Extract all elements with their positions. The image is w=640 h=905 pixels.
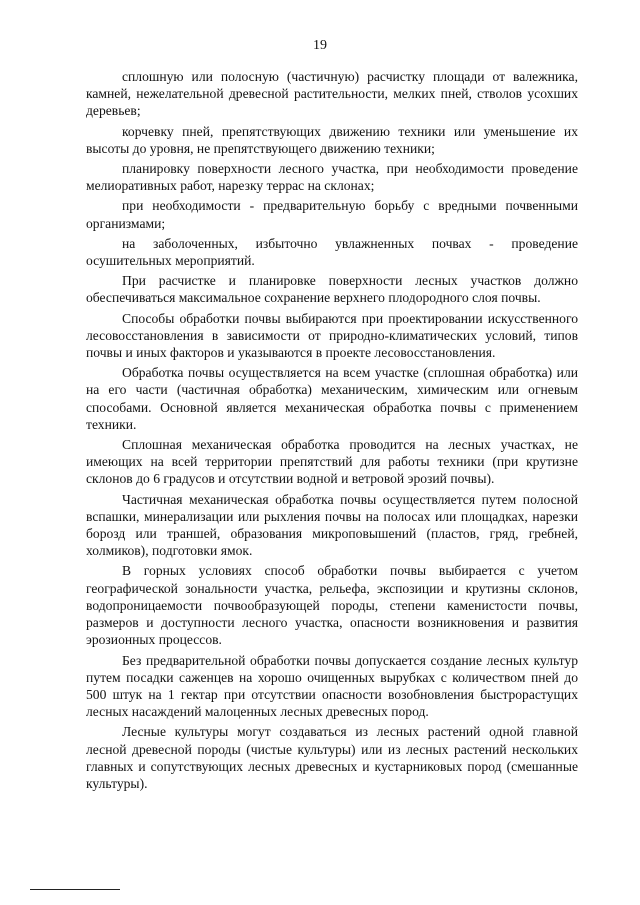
paragraph-6: При расчистке и планировке поверхности лесных участков должно обеспечиваться максимальное сохранение верхнего плодородного слоя почвы. xyxy=(86,273,578,306)
page-number: 19 xyxy=(313,38,327,53)
document-body xyxy=(86,68,578,795)
paragraph-5: на заболоченных, избыточно увлажненных почвах - проведение осушительных мероприятий. xyxy=(86,235,578,269)
paragraph-8: Обработка почвы осуществляется на всем участке (сплошная обработка) или на его части (частичная обработка) механическим, химическим или огневым способами. Основной является механическая обработка почвы с применением техники. xyxy=(86,365,578,432)
paragraph-7: Способы обработки почвы выбираются при проектировании искусственного лесовосстановления в зависимости от природно-климатических условий, типов почвы и иных факторов и указываются в проекте лесовосстановления. xyxy=(86,310,578,361)
paragraph-2: корчевку пней, препятствующих движению техники или уменьшение их высоты до уровня, не препятствующего движению техники; xyxy=(86,123,578,156)
paragraph-11: В горных условиях способ обработки почвы выбирается с учетом географической зональности участка, рельефа, экспозиции и крутизны склонов, водопроницаемости почвообразующей породы, степени каменистости почвы, размеров и доступности лесного участка, опасности возникновения и развития эрозионных процессов. xyxy=(86,563,578,648)
paragraph-12: Без предварительной обработки почвы допускается создание лесных культур путем посадки саженцев на хорошо очищенных вырубках с количеством пней до 500 штук на 1 гектар при отсутствии опасности возобновления быстрорастущих лесных насаждений малоценных лесных древесных пород. xyxy=(86,652,578,720)
footnote-rule xyxy=(30,889,120,890)
paragraph-4: при необходимости - предварительную борьбу с вредными почвенными организмами; xyxy=(86,198,578,231)
paragraph-13: Лесные культуры могут создаваться из лесных растений одной главной лесной древесной породы (чистые культуры) или из лесных растений нескольких главных и сопутствующих лесных древесных и кустарниковых пород (смешанные культуры). xyxy=(86,724,578,791)
paragraph-1: сплошную или полосную (частичную) расчистку площади от валежника, камней, нежелательной древесной растительности, мелких пней, стволов усохших деревьев; xyxy=(86,69,578,119)
paragraph-9: Сплошная механическая обработка проводится на лесных участках, не имеющих на всей территории препятствий для работы техники (при крутизне склонов до 6 градусов и отсутствии водной и ветровой эрозий почвы). xyxy=(86,437,578,487)
paragraph-10: Частичная механическая обработка почвы осуществляется путем полосной вспашки, минерализации или рыхления почвы на полосах или площадках, нарезки борозд или траншей, образования микроповышений (пластов, гряд, гребней, холмиков), подготовки ямок. xyxy=(86,491,578,559)
paragraph-3: планировку поверхности лесного участка, при необходимости проведение мелиоративных работ, нарезку террас на склонах; xyxy=(86,161,578,194)
